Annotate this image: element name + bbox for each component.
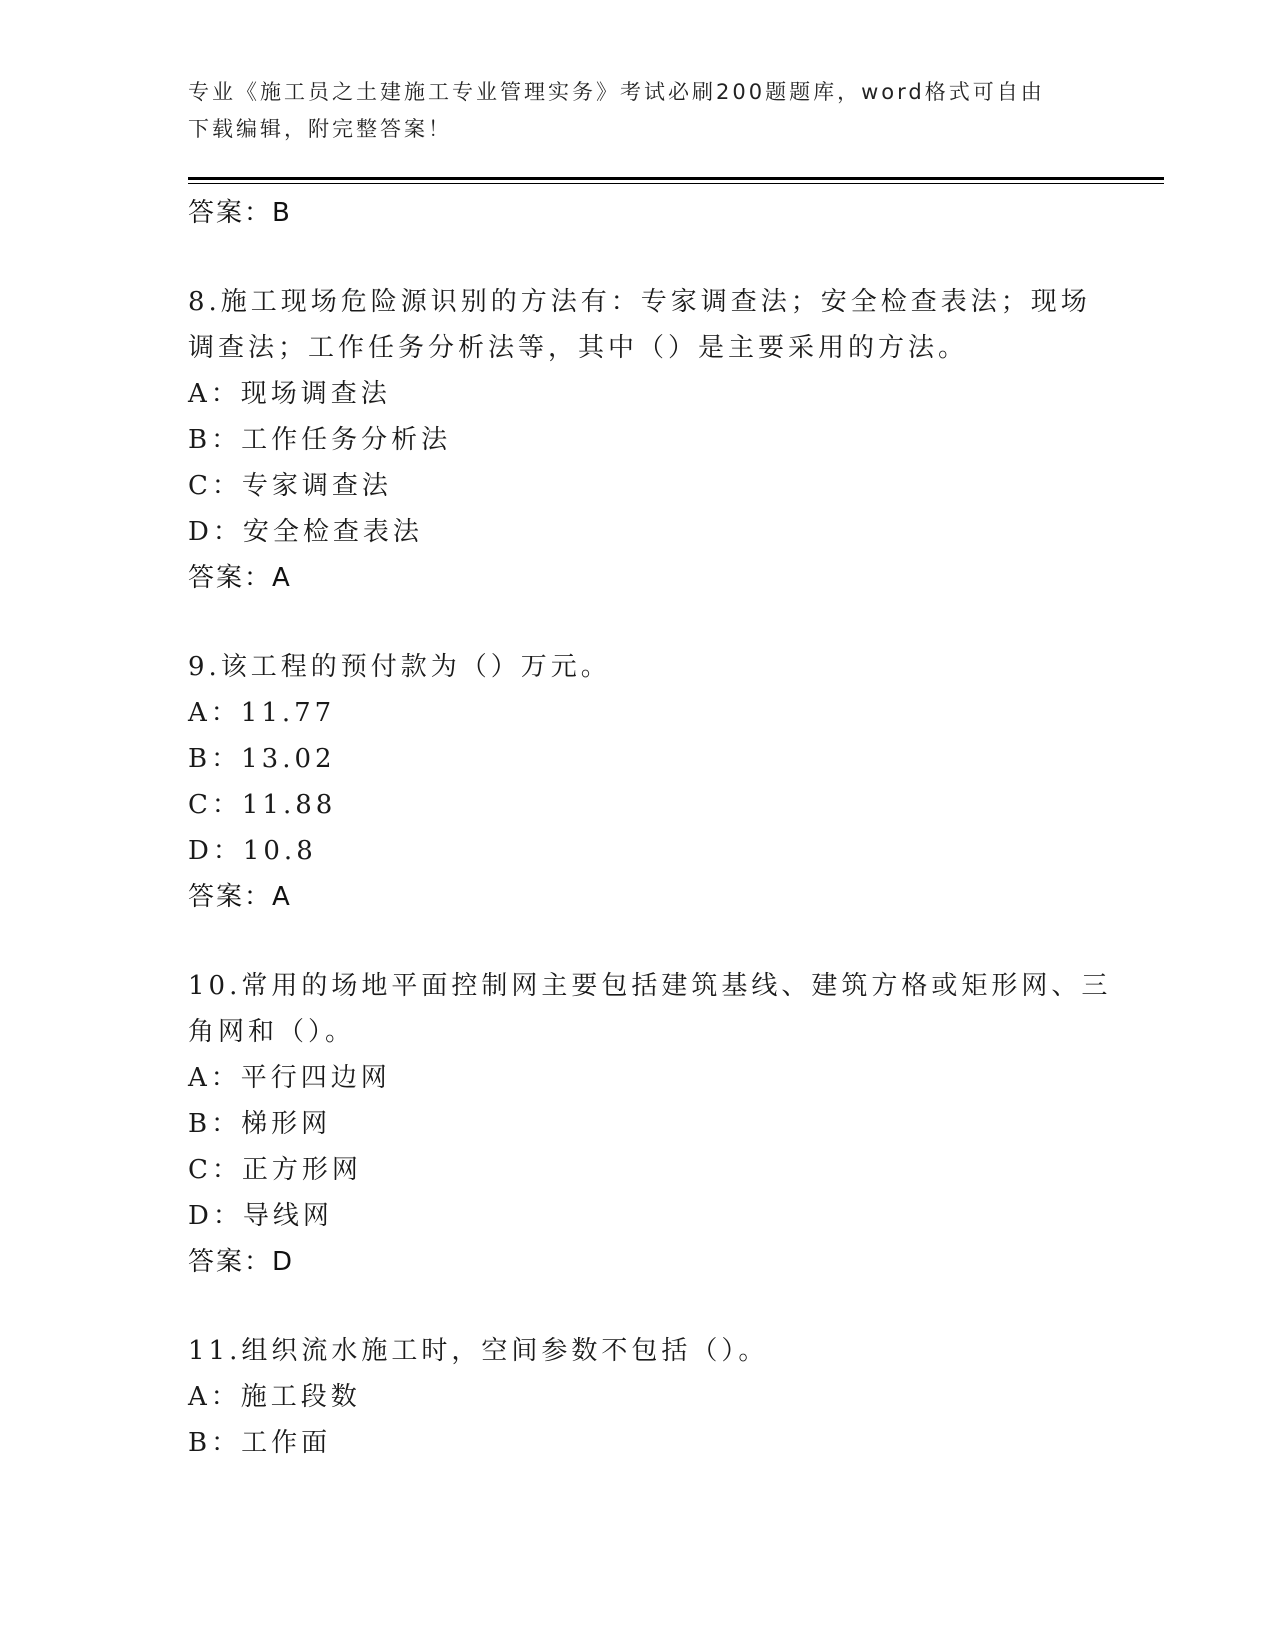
answer: 答案：A xyxy=(188,563,292,593)
header-line-2: 下载编辑，附完整答案！ xyxy=(188,117,452,141)
answer: 答案：D xyxy=(188,1247,295,1277)
option-b: B：工作任务分析法 xyxy=(188,425,452,455)
question-text-line: 9.该工程的预付款为（）万元。 xyxy=(188,652,611,682)
question-text-line: 11.组织流水施工时，空间参数不包括（）。 xyxy=(188,1336,769,1366)
question-11 xyxy=(188,1328,1088,1466)
option-b: B：工作面 xyxy=(188,1428,332,1458)
document-header xyxy=(188,74,1068,148)
header-line-1: 专业《施工员之土建施工专业管理实务》考试必刷200题题库，word格式可自由 xyxy=(188,80,1045,104)
header-rule-thin xyxy=(188,183,1164,184)
option-b: B：13.02 xyxy=(188,744,336,774)
question-10 xyxy=(188,963,1112,1285)
header-rule-thick xyxy=(188,177,1164,180)
question-text-line: 角网和（）。 xyxy=(188,1017,356,1047)
option-c: C：正方形网 xyxy=(188,1155,362,1185)
question-9 xyxy=(188,644,1088,920)
option-c: C：专家调查法 xyxy=(188,471,392,501)
answer: 答案：A xyxy=(188,882,292,912)
option-d: D：导线网 xyxy=(188,1201,333,1231)
option-c: C：11.88 xyxy=(188,790,337,820)
question-8 xyxy=(188,279,1091,601)
question-list xyxy=(188,190,1112,1466)
question-text-line: 调查法；工作任务分析法等，其中（）是主要采用的方法。 xyxy=(188,333,969,363)
option-a: A：11.77 xyxy=(188,698,336,728)
option-d: D：安全检查表法 xyxy=(188,517,423,547)
option-a: A：现场调查法 xyxy=(188,379,391,409)
option-b: B：梯形网 xyxy=(188,1109,332,1139)
option-a: A：平行四边网 xyxy=(188,1063,391,1093)
option-d: D：10.8 xyxy=(188,836,317,866)
question-text-line: 10.常用的场地平面控制网主要包括建筑基线、建筑方格或矩形网、三 xyxy=(188,971,1112,1001)
option-a: A：施工段数 xyxy=(188,1382,361,1412)
question-text-line: 8.施工现场危险源识别的方法有：专家调查法；安全检查表法；现场 xyxy=(188,287,1091,317)
previous-answer: 答案：B xyxy=(188,198,292,228)
